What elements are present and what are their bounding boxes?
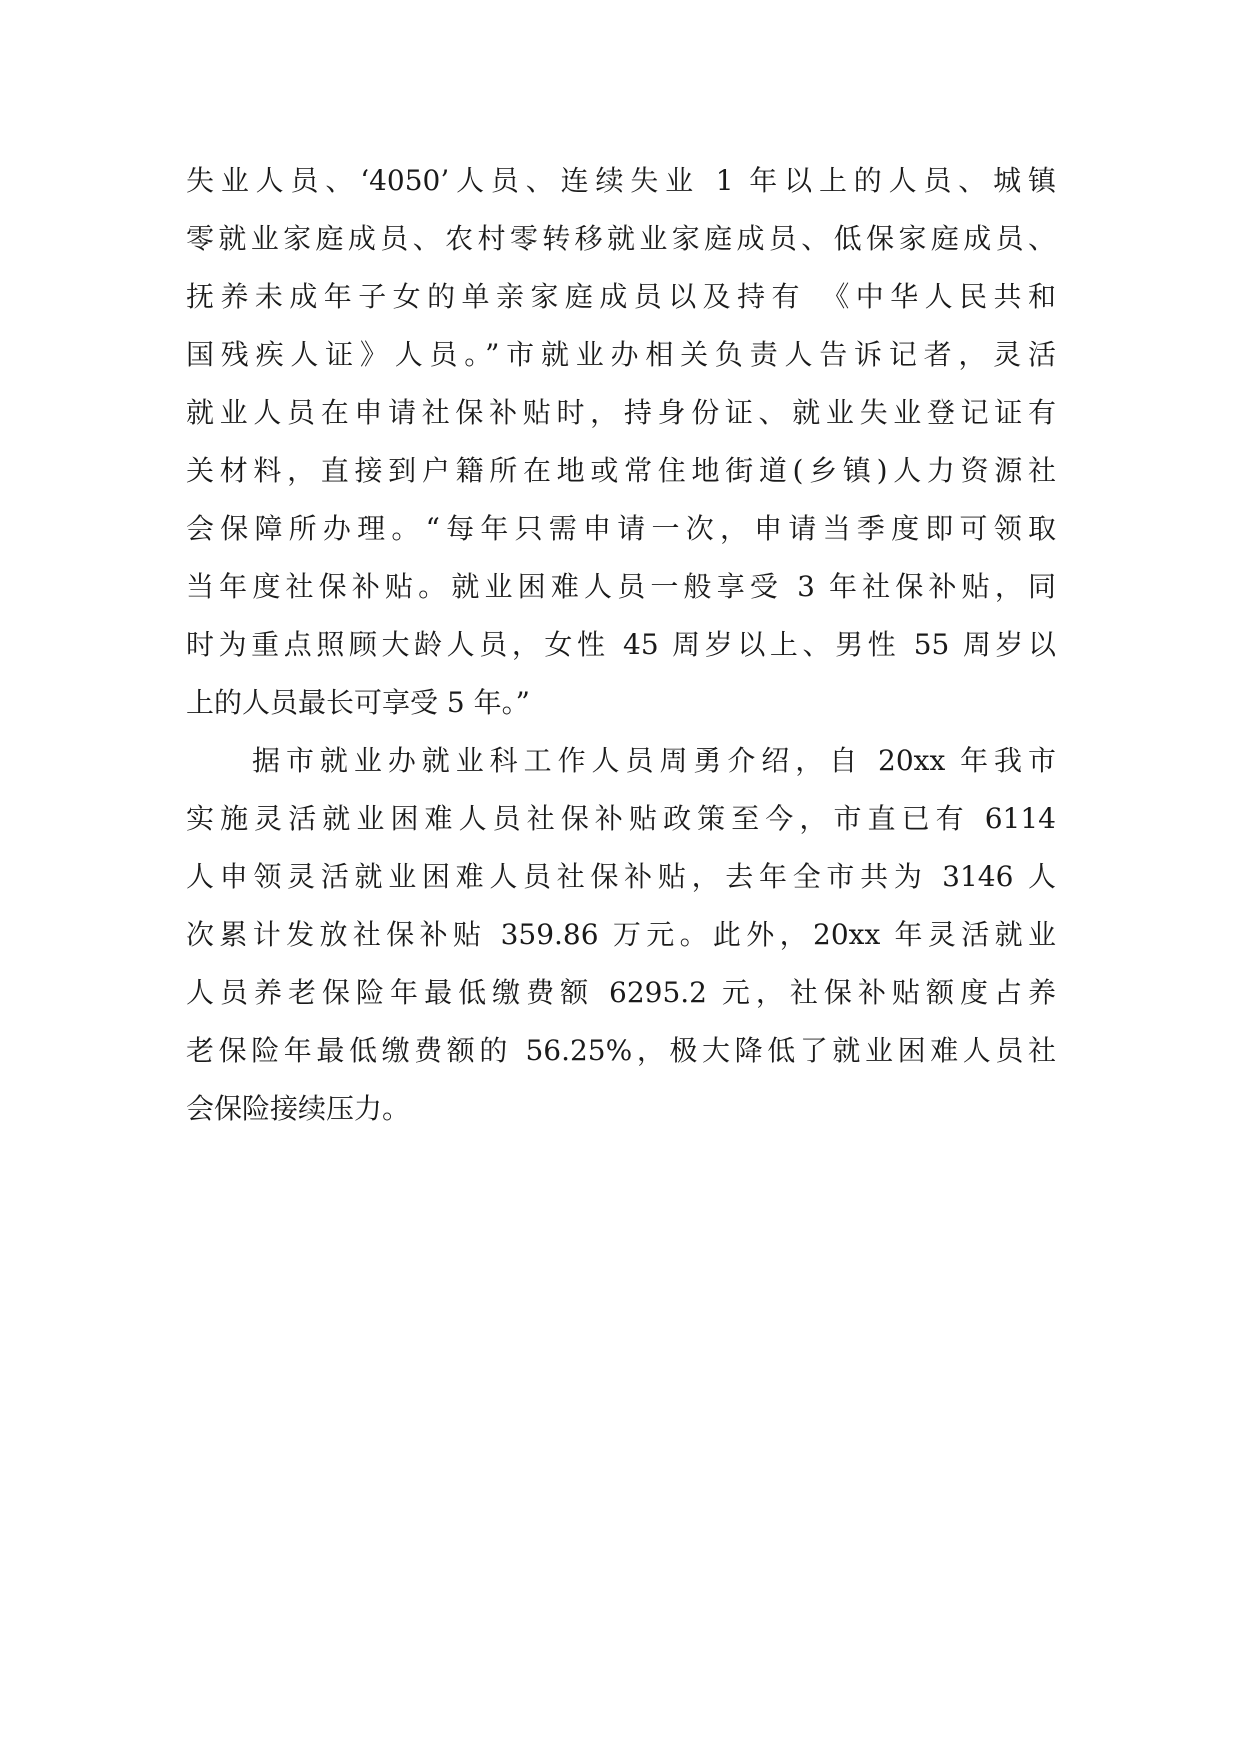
document-body (186, 152, 1056, 1138)
paragraph-1-line-5: 就业人员在申请社保补贴时，持身份证、就业失业登记证有 (186, 396, 1056, 429)
paragraph-1-line-1: 失业人员、‘4050’人员、连续失业 1 年以上的人员、城镇 (186, 164, 1056, 197)
paragraph-2-line-1: 据市就业办就业科工作人员周勇介绍，自 20xx 年我市 (252, 744, 1056, 777)
paragraph-1-line-3: 抚养未成年子女的单亲家庭成员以及持有 《中华人民共和 (186, 280, 1056, 313)
paragraph-2-line-6: 老保险年最低缴费额的 56.25%，极大降低了就业困难人员社 (186, 1034, 1056, 1067)
paragraph-2-line-5: 人员养老保险年最低缴费额 6295.2 元，社保补贴额度占养 (186, 976, 1056, 1009)
paragraph-1-line-4: 国残疾人证》人员。”市就业办相关负责人告诉记者，灵活 (186, 338, 1056, 371)
paragraph-2-line-3: 人申领灵活就业困难人员社保补贴，去年全市共为 3146 人 (186, 860, 1056, 893)
paragraph-1-line-10: 上的人员最长可享受 5 年。” (186, 686, 530, 719)
paragraph-1-line-7: 会保障所办理。“每年只需申请一次，申请当季度即可领取 (186, 512, 1056, 545)
paragraph-2-line-4: 次累计发放社保补贴 359.86 万元。此外，20xx 年灵活就业 (186, 918, 1056, 951)
paragraph-1-line-2: 零就业家庭成员、农村零转移就业家庭成员、低保家庭成员、 (186, 222, 1056, 255)
paragraph-1-line-9: 时为重点照顾大龄人员，女性 45 周岁以上、男性 55 周岁以 (186, 628, 1056, 661)
paragraph-1-line-6: 关材料，直接到户籍所在地或常住地街道(乡镇)人力资源社 (186, 454, 1056, 487)
paragraph-1-line-8: 当年度社保补贴。就业困难人员一般享受 3 年社保补贴，同 (186, 570, 1056, 603)
paragraph-2-line-2: 实施灵活就业困难人员社保补贴政策至今，市直已有 6114 (186, 802, 1056, 835)
paragraph-2-line-7: 会保险接续压力。 (186, 1092, 411, 1125)
